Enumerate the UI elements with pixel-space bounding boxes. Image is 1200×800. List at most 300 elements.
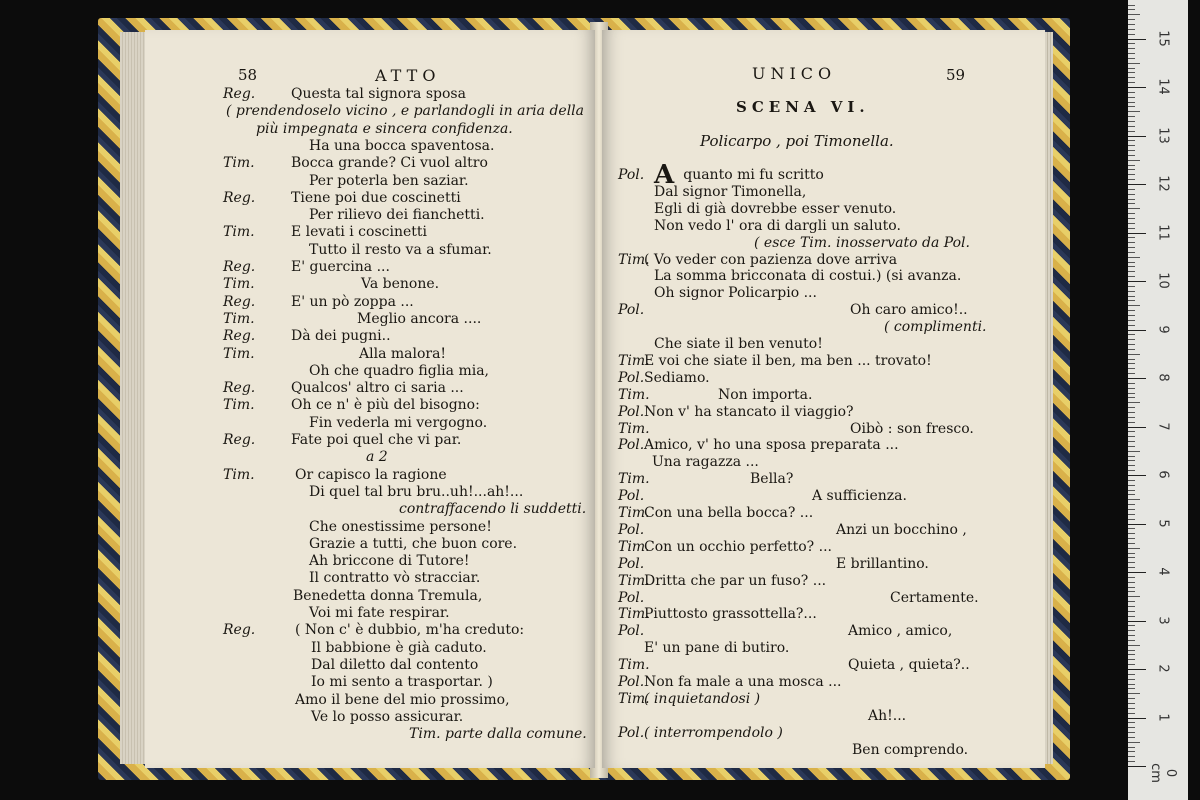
ruler-tick (1128, 165, 1135, 166)
speaker-label: Tim. (618, 690, 650, 707)
ruler-tick (1128, 305, 1140, 306)
line-text: Anzi un bocchino , (836, 521, 967, 538)
ruler-tick (1128, 72, 1135, 73)
stage-direction (399, 501, 586, 517)
line-text: quanto mi fu scritto (683, 167, 824, 183)
ruler-tick (1128, 470, 1135, 471)
stage-heading: Policarpo , poi Timonella. (700, 132, 894, 150)
ruler-tick (1128, 77, 1135, 78)
line-text: Bella? (750, 471, 794, 488)
ruler-tick (1128, 402, 1140, 403)
dialogue-line (361, 276, 439, 292)
dialogue-line (291, 155, 488, 171)
speaker-label: Reg. (223, 380, 256, 397)
ruler-tick (1128, 179, 1135, 180)
speaker-label: Pol. (618, 674, 645, 690)
ruler-number: 12 (1155, 175, 1171, 192)
stage-direction (754, 235, 970, 251)
ruler-tick (1128, 339, 1135, 340)
ruler-tick (1128, 68, 1135, 69)
ruler-tick (1128, 621, 1146, 622)
page-stack-left (120, 32, 145, 764)
ruler-tick (1128, 567, 1135, 568)
ruler-tick (1128, 766, 1146, 767)
ruler-tick (1128, 499, 1140, 500)
line-text: Ben comprendo. (852, 741, 969, 758)
line-text: E voi che siate il ben, ma ben ... trovato! (644, 352, 932, 369)
line-text: E' un pane di butiro. (644, 640, 790, 657)
line-text: ( Vo veder con pazienza dove arriva (644, 251, 898, 268)
ruler-tick (1128, 553, 1135, 554)
ruler-tick (1128, 373, 1135, 374)
stage-direction (409, 726, 587, 742)
speaker-label: Tim. (618, 471, 650, 488)
line-text: Quieta , quieta?.. (848, 657, 970, 674)
page-header: ATTO (375, 66, 441, 85)
speaker-label: Reg. (223, 189, 256, 206)
ruler-tick (1128, 48, 1135, 49)
dialogue-line (644, 505, 813, 521)
dialogue-line (868, 708, 906, 724)
line-text: Fin vederla mi vergogno. (309, 414, 488, 431)
ruler-tick (1128, 92, 1135, 93)
dialogue-line (309, 484, 523, 500)
ruler-tick (1128, 441, 1135, 442)
ruler-tick (1128, 645, 1140, 646)
ruler-tick (1128, 252, 1135, 253)
dialogue-line (291, 190, 461, 206)
ruler-tick (1128, 427, 1146, 428)
dialogue-line (654, 160, 824, 190)
ruler-tick (1128, 616, 1135, 617)
ruler-tick (1128, 460, 1135, 461)
ruler-tick (1128, 58, 1135, 59)
dialogue-line (750, 471, 793, 487)
ruler-tick (1128, 325, 1135, 326)
ruler-number: 0 cm (1148, 763, 1178, 783)
line-text: Con una bella bocca? ... (644, 505, 814, 521)
line-text: Piuttosto grassottella?... (644, 606, 817, 623)
line-text: Dal diletto dal contento (311, 656, 479, 673)
ruler-tick (1128, 184, 1146, 185)
ruler-tick (1128, 606, 1135, 607)
ruler-tick (1128, 388, 1135, 389)
speaker-label: Tim. (618, 606, 650, 623)
ruler-tick (1128, 131, 1135, 132)
dialogue-line (309, 207, 485, 223)
line-text: Ha una bocca spaventosa. (309, 137, 495, 154)
ruler-tick (1128, 630, 1135, 631)
ruler-tick (1128, 363, 1135, 364)
ruler-tick (1128, 233, 1146, 234)
ruler-tick (1128, 737, 1135, 738)
ruler-tick (1128, 34, 1135, 35)
dialogue-line (291, 259, 390, 275)
line-text: Per poterla ben saziar. (309, 172, 469, 189)
ruler-tick (1128, 693, 1140, 694)
measurement-ruler (1128, 0, 1188, 800)
speaker-label: Reg. (223, 432, 256, 448)
ruler-number: 5 (1155, 518, 1171, 528)
ruler-tick (1128, 708, 1135, 709)
ruler-tick (1128, 315, 1135, 316)
ruler-tick (1128, 557, 1135, 558)
dialogue-line (309, 363, 489, 379)
ruler-tick (1128, 39, 1146, 40)
line-text: Amico , amico, (848, 623, 953, 640)
dialogue-line (293, 588, 482, 604)
speaker-label: Tim. (223, 155, 255, 172)
speaker-label: Pol. (618, 167, 645, 183)
dialogue-line (309, 519, 492, 535)
dialogue-line (850, 302, 968, 318)
dialogue-line (309, 415, 487, 431)
ruler-tick (1128, 121, 1135, 122)
speaker-label: Reg. (223, 622, 256, 639)
speaker-label: Reg. (223, 293, 256, 310)
ruler-tick (1128, 87, 1146, 88)
dialogue-line (644, 539, 832, 555)
line-text: Fate poi quel che vi par. (291, 432, 462, 448)
line-text: contraffacendo li suddetti. (399, 501, 587, 518)
ruler-tick (1128, 228, 1135, 229)
dialogue-line (644, 370, 710, 386)
ruler-tick (1128, 669, 1146, 670)
dialogue-line (890, 590, 979, 606)
speaker-label: Pol. (618, 623, 645, 640)
speaker-label: Pol. (618, 437, 645, 454)
dialogue-line (311, 640, 487, 656)
ruler-tick (1128, 136, 1146, 137)
ruler-tick (1128, 703, 1135, 704)
dialogue-line (309, 570, 480, 586)
ruler-tick (1128, 514, 1135, 515)
line-text: E levati i coscinetti (291, 224, 427, 241)
dialogue-line (291, 380, 464, 396)
speaker-label: Pol. (618, 403, 645, 420)
dialogue-line (654, 285, 817, 301)
dialogue-line (644, 640, 789, 656)
ruler-tick (1128, 14, 1140, 15)
line-text: ( Non c' è dubbio, m'ha creduto: (295, 622, 525, 639)
stage-direction (256, 121, 513, 137)
dialogue-line (309, 536, 517, 552)
line-text: Il babbione è già caduto. (311, 639, 487, 656)
line-text: Oh caro amico!.. (850, 302, 968, 319)
dialogue-line (848, 623, 952, 639)
ruler-tick (1128, 9, 1135, 10)
speaker-label: Tim. (618, 657, 650, 674)
ruler-tick (1128, 591, 1135, 592)
ruler-tick (1128, 140, 1135, 141)
drop-cap: A (654, 160, 684, 190)
dialogue-line (644, 437, 899, 453)
page-header: UNICO (752, 64, 837, 83)
ruler-number: 1 (1155, 712, 1171, 722)
ruler-tick (1128, 160, 1140, 161)
ruler-tick (1128, 635, 1135, 636)
speaker-label: Pol. (618, 521, 645, 538)
line-text: Amico, v' ho una sposa preparata ... (644, 437, 899, 454)
speaker-label: Tim. (223, 224, 255, 241)
ruler-tick (1128, 97, 1135, 98)
ruler-number: 9 (1155, 324, 1171, 334)
ruler-tick (1128, 747, 1135, 748)
ruler-tick (1128, 490, 1135, 491)
ruler-tick (1128, 169, 1135, 170)
ruler-tick (1128, 237, 1135, 238)
dialogue-line (309, 242, 492, 258)
line-text: ( prendendoselo vicino , e parlandogli in aria della (226, 103, 584, 120)
line-text: Di quel tal bru bru..uh!...ah!... (309, 483, 524, 500)
line-text: ( esce Tim. inosservato da Pol. (754, 234, 970, 251)
ruler-tick (1128, 417, 1135, 418)
line-text: Alla malora! (359, 345, 447, 362)
ruler-tick (1128, 407, 1135, 408)
line-text: Ah!... (868, 707, 907, 724)
line-text: ( complimenti. (884, 319, 987, 336)
ruler-tick (1128, 266, 1135, 267)
line-text: Oh ce n' è più del bisogno: (291, 397, 480, 414)
ruler-tick (1128, 291, 1135, 292)
ruler-tick (1128, 359, 1135, 360)
speaker-label: Tim. (223, 397, 255, 414)
line-text: Non importa. (718, 386, 813, 403)
dialogue-line (654, 336, 823, 352)
ruler-tick (1128, 659, 1135, 660)
line-text: Certamente. (890, 589, 979, 606)
ruler-number: 11 (1155, 223, 1171, 241)
dialogue-line (309, 173, 469, 189)
stage-direction (644, 691, 760, 707)
ruler-tick (1128, 155, 1135, 156)
ruler-number: 4 (1155, 567, 1171, 576)
ruler-tick (1128, 296, 1135, 297)
dialogue-line (644, 606, 817, 622)
line-text: Con un occhio perfetto? ... (644, 538, 832, 555)
ruler-number: 13 (1155, 126, 1171, 144)
ruler-number: 10 (1155, 272, 1171, 289)
ruler-tick (1128, 354, 1140, 355)
ruler-tick (1128, 596, 1140, 597)
ruler-tick (1128, 722, 1135, 723)
ruler-tick (1128, 63, 1140, 64)
line-text: Tiene poi due coscinetti (291, 189, 461, 206)
speaker-label: Tim. (618, 538, 650, 555)
line-text: Qualcos' altro ci saria ... (291, 380, 464, 397)
ruler-tick (1128, 150, 1135, 151)
line-text: più impegnata e sincera confidenza. (256, 120, 513, 137)
line-text: Dà dei pugni.. (291, 328, 391, 345)
ruler-tick (1128, 587, 1135, 588)
ruler-tick (1128, 761, 1135, 762)
ruler-tick (1128, 533, 1135, 534)
ruler-tick (1128, 732, 1135, 733)
page-stack-right (1045, 32, 1053, 764)
ruler-tick (1128, 504, 1135, 505)
line-text: Oibò : son fresco. (850, 420, 974, 437)
line-text: Tim. parte dalla comune. (409, 726, 587, 743)
stage-direction (644, 725, 783, 741)
ruler-tick (1128, 713, 1135, 714)
dialogue-line (718, 387, 812, 403)
ruler-tick (1128, 431, 1135, 432)
ruler-tick (1128, 664, 1135, 665)
ruler-tick (1128, 412, 1135, 413)
line-text: E' un pò zoppa ... (291, 293, 414, 310)
dialogue-line (852, 742, 968, 758)
dialogue-line (359, 346, 446, 362)
line-text: E' guercina ... (291, 259, 390, 275)
ruler-tick (1128, 19, 1135, 20)
ruler-tick (1128, 543, 1135, 544)
line-text: Bocca grande? Ci vuol altro (291, 155, 488, 172)
ruler-tick (1128, 494, 1135, 495)
ruler-tick (1128, 189, 1135, 190)
ruler-tick (1128, 393, 1135, 394)
dialogue-line (309, 553, 469, 569)
speaker-label: Tim. (618, 352, 650, 369)
dialogue-line (644, 353, 932, 369)
ruler-tick (1128, 572, 1146, 573)
ruler-tick (1128, 577, 1135, 578)
ruler-tick (1128, 174, 1135, 175)
dialogue-line (850, 421, 974, 437)
ruler-tick (1128, 654, 1135, 655)
ruler-tick (1128, 674, 1135, 675)
ruler-tick (1128, 625, 1135, 626)
ruler-tick (1128, 397, 1135, 398)
line-text: Oh signor Policarpio ... (654, 285, 817, 302)
dialogue-line (295, 622, 524, 638)
speaker-label: Reg. (223, 86, 256, 102)
line-text: Or capisco la ragione (295, 466, 447, 483)
line-text: Dritta che par un fuso? ... (644, 572, 827, 589)
ruler-tick (1128, 727, 1135, 728)
dialogue-line (291, 432, 461, 448)
ruler-number: 2 (1155, 664, 1171, 673)
line-text: ( inquietandosi ) (644, 690, 761, 707)
speaker-label: Pol. (618, 589, 645, 606)
dialogue-line (291, 86, 466, 102)
ruler-tick (1128, 53, 1135, 54)
speaker-label: Tim. (223, 310, 255, 327)
dialogue-line (357, 311, 481, 327)
ruler-tick (1128, 650, 1135, 651)
speaker-label: Reg. (223, 259, 256, 275)
ruler-tick (1128, 582, 1135, 583)
ruler-tick (1128, 281, 1146, 282)
ruler-tick (1128, 300, 1135, 301)
line-text: La somma bricconata di costui.) (si avanza. (654, 268, 962, 285)
ruler-tick (1128, 43, 1135, 44)
ruler-tick (1128, 528, 1135, 529)
line-text: Va benone. (361, 276, 440, 293)
dialogue-line (291, 397, 480, 413)
speaker-label: Tim. (618, 505, 650, 521)
ruler-tick (1128, 509, 1135, 510)
dialogue-line (644, 404, 854, 420)
ruler-tick (1128, 106, 1135, 107)
stage-direction (366, 449, 388, 465)
line-text: Dal signor Timonella, (654, 183, 807, 200)
ruler-number: 7 (1155, 421, 1171, 431)
ruler-tick (1128, 368, 1135, 369)
dialogue-line (309, 138, 494, 154)
speaker-label: Tim. (618, 251, 650, 268)
left-page (145, 30, 595, 768)
line-text: Benedetta donna Tremula, (293, 587, 483, 604)
line-text: Una ragazza ... (652, 454, 759, 471)
ruler-tick (1128, 82, 1135, 83)
ruler-tick (1128, 262, 1135, 263)
line-text: E brillantino. (836, 555, 929, 572)
ruler-number: 6 (1155, 470, 1171, 479)
speaker-label: Tim. (618, 572, 650, 589)
ruler-tick (1128, 5, 1135, 6)
ruler-tick (1128, 334, 1135, 335)
line-text: Il contratto vò stracciar. (309, 570, 481, 587)
ruler-tick (1128, 684, 1135, 685)
ruler-tick (1128, 126, 1135, 127)
ruler-tick (1128, 344, 1135, 345)
ruler-tick (1128, 116, 1135, 117)
ruler-tick (1128, 446, 1135, 447)
line-text: a 2 (366, 449, 388, 466)
line-text: Ve lo posso assicurar. (311, 708, 464, 725)
ruler-tick (1128, 601, 1135, 602)
stage-direction (226, 103, 584, 119)
line-text: Che onestissime persone! (309, 518, 492, 535)
ruler-tick (1128, 640, 1135, 641)
line-text: Amo il bene del mio prossimo, (295, 691, 510, 708)
line-text: Oh che quadro figlia mia, (309, 362, 489, 379)
line-text: Questa tal signora sposa (291, 86, 466, 102)
ruler-tick (1128, 111, 1140, 112)
line-text: Ah briccone di Tutore! (309, 553, 470, 570)
dialogue-line (848, 657, 970, 673)
ruler-tick (1128, 480, 1135, 481)
ruler-tick (1128, 451, 1140, 452)
ruler-tick (1128, 349, 1135, 350)
dialogue-line (836, 522, 967, 538)
ruler-number: 3 (1155, 615, 1171, 625)
speaker-label: Tim. (223, 466, 255, 483)
ruler-number: 14 (1155, 78, 1171, 95)
speaker-label: Pol. (618, 369, 645, 386)
ruler-tick (1128, 698, 1135, 699)
ruler-number: 15 (1155, 29, 1171, 47)
dialogue-line (311, 657, 478, 673)
ruler-tick (1128, 203, 1135, 204)
dialogue-line (812, 488, 907, 504)
page-number: 59 (946, 66, 966, 84)
dialogue-line (652, 454, 759, 470)
ruler-tick (1128, 330, 1146, 331)
ruler-tick (1128, 465, 1135, 466)
speaker-label: Pol. (618, 555, 645, 572)
ruler-tick (1128, 519, 1135, 520)
ruler-tick (1128, 242, 1135, 243)
ruler-tick (1128, 145, 1135, 146)
ruler-tick (1128, 436, 1135, 437)
speaker-label: Tim. (223, 276, 255, 293)
ruler-tick (1128, 688, 1135, 689)
ruler-tick (1128, 213, 1135, 214)
line-text: Grazie a tutti, che buon core. (309, 535, 518, 552)
dialogue-line (291, 224, 427, 240)
dialogue-line (654, 268, 961, 284)
